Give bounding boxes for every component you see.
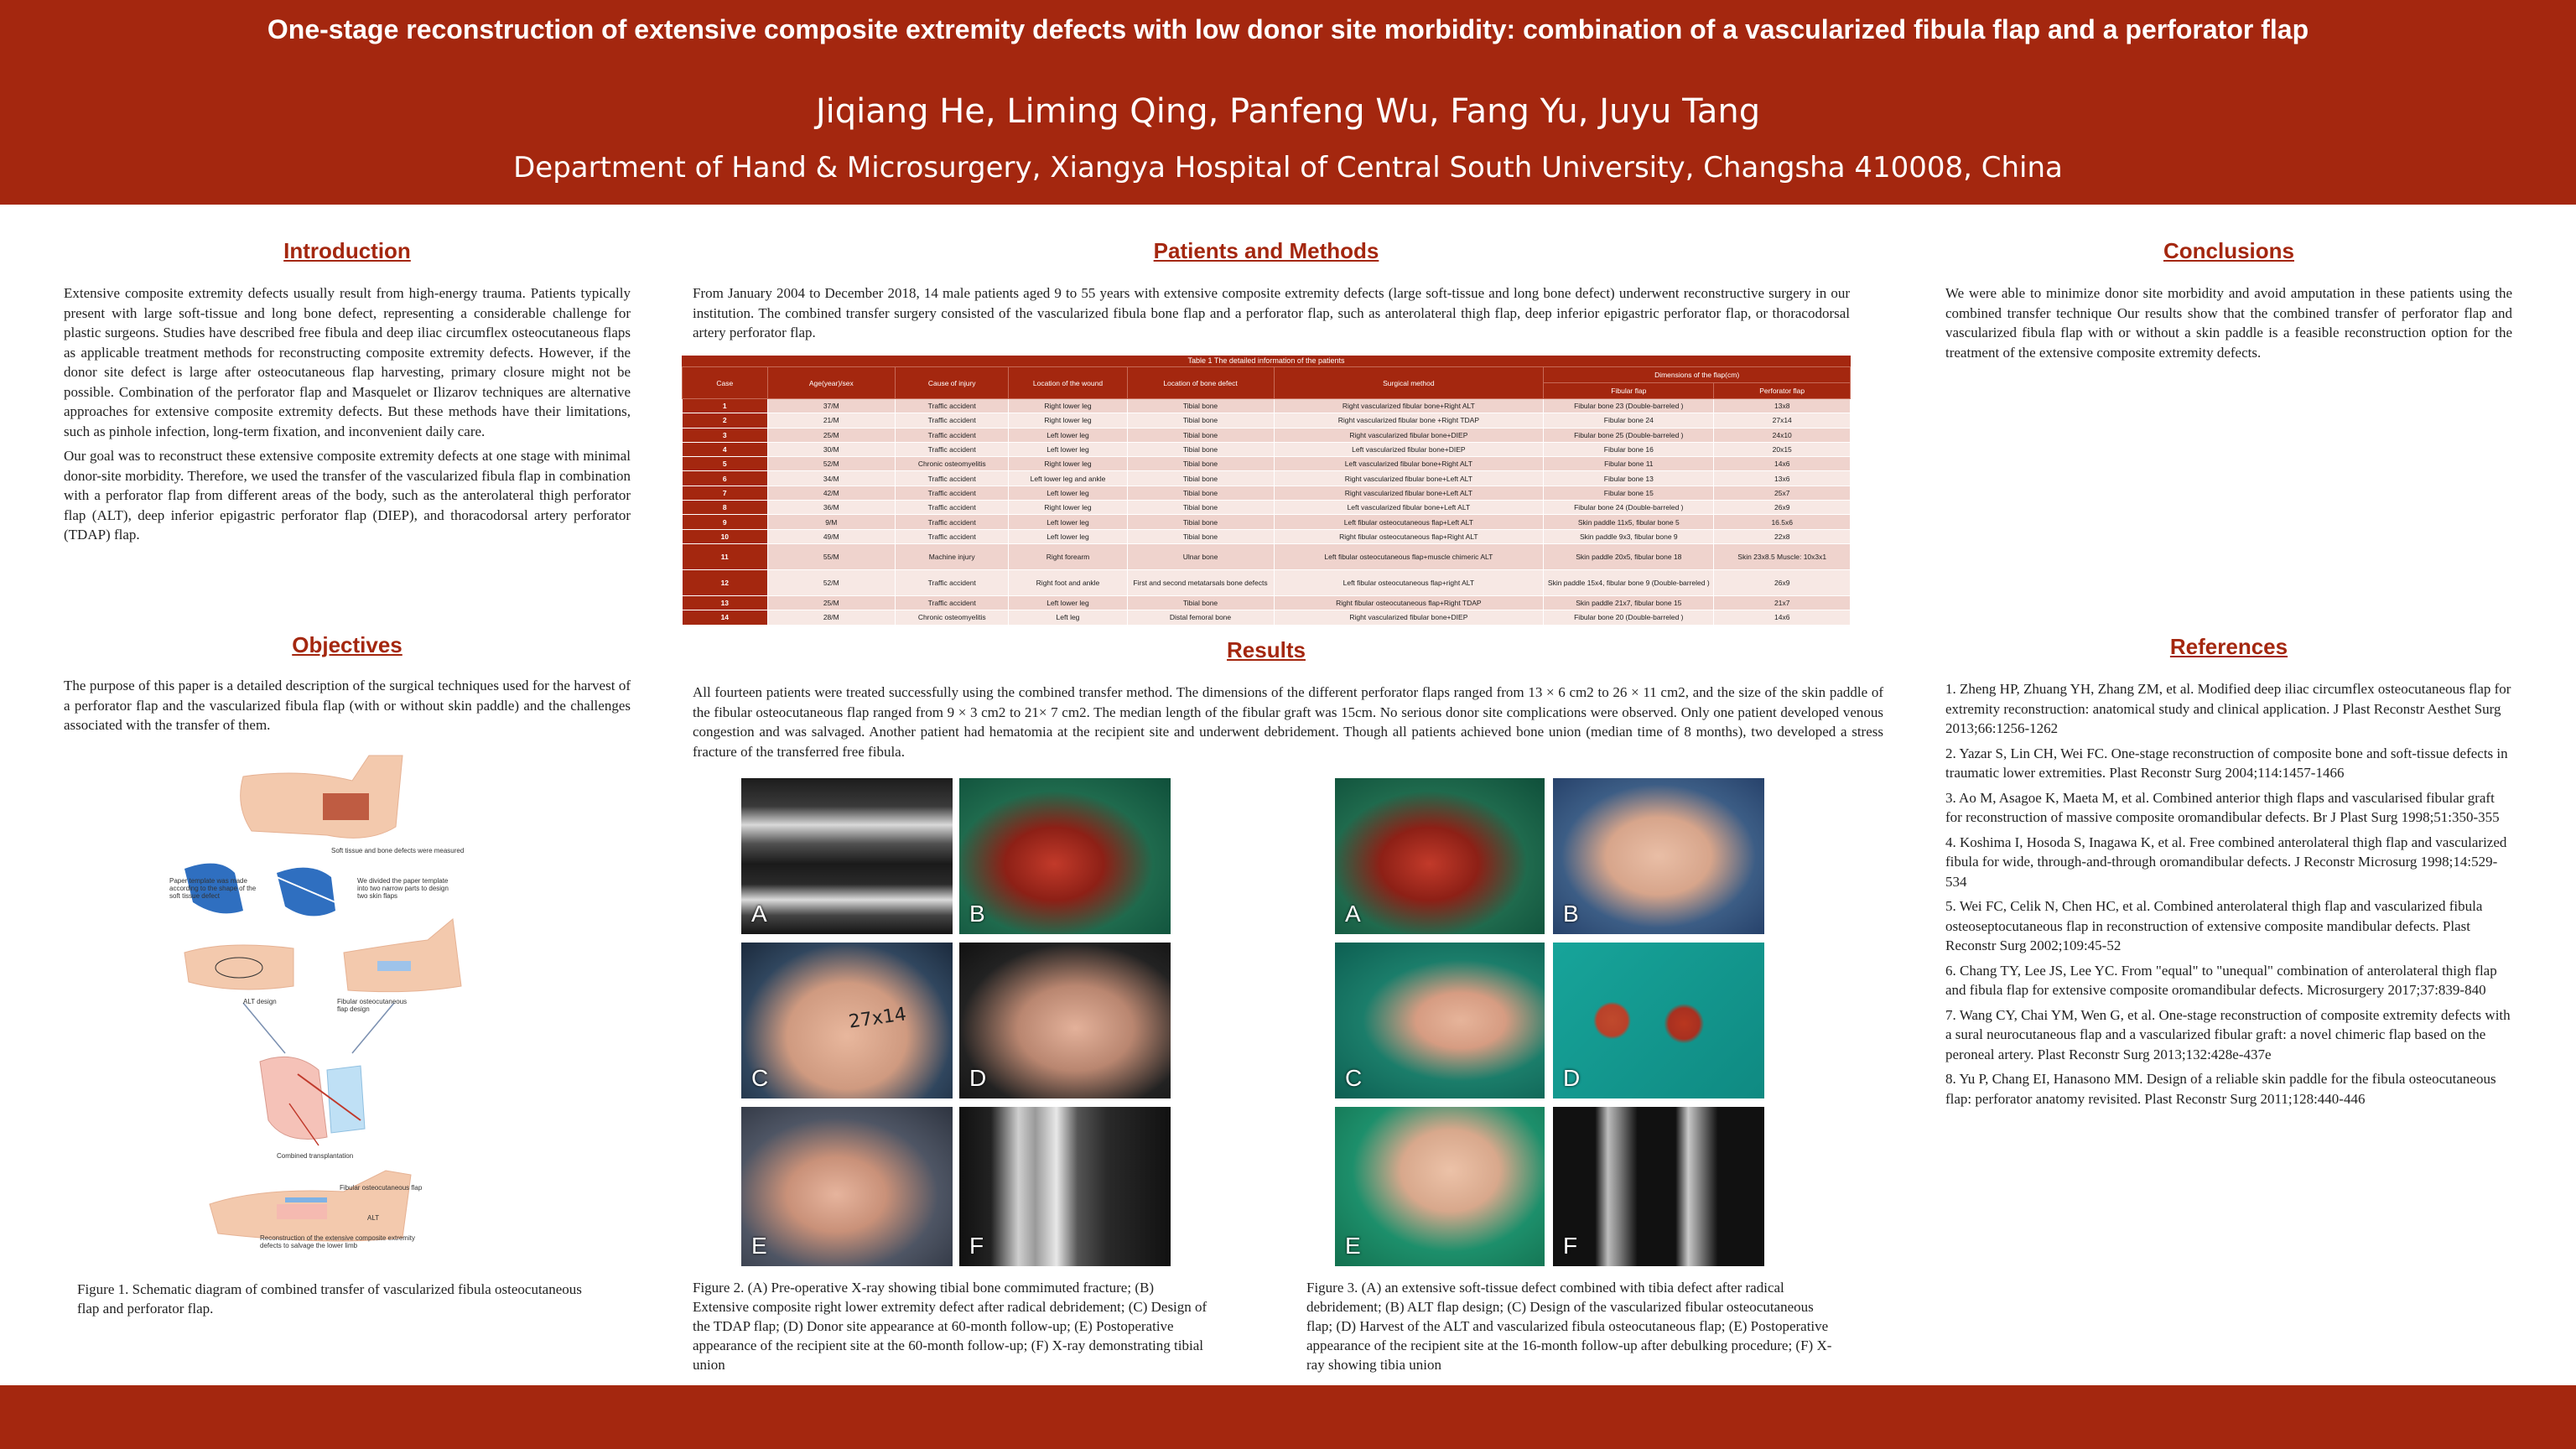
table-cell-case: 3 [683,428,768,442]
table-cell: Tibial bone [1127,399,1274,413]
fig3-photo-a [1335,778,1545,934]
fig3-label-c: C [1345,1065,1363,1091]
table-cell: Fibular bone 20 (Double-barreled ) [1544,610,1714,625]
table-cell: 21/M [767,413,895,428]
table-cell: Left lower leg [1009,595,1127,610]
table-row [683,595,1851,610]
results-text: All fourteen patients were treated successfully using the combined transfer method. The dimensions of the different perforator flaps ranged from 13 × 6 cm2 to 26 × 11 cm2, and the size of the skin paddle of the fibular osteocutaneous flap ranged from 9 × 3 cm2 to 21× 7 cm2. The median length of the fibular graft was 15cm. No serious donor site complications were observed. Only one patient developed venous congestion and was salvaged. Another patient had hematomia at the recipient site and underwent debridement. Though all patients achieved bone union (median time of 8 months), two developed a stress fracture of the transferred free fibula. [693,684,1883,760]
poster-affiliation: Department of Hand & Microsurgery, Xiangya Hospital of Central South University, Changsha 410008, China [513,151,2063,184]
table-header-bone-defect: Location of bone defect [1127,367,1274,399]
table-cell: Right vascularized fibular bone+DIEP [1274,428,1544,442]
table-cell: 28/M [767,610,895,625]
conclusions-text: We were able to minimize donor site morbidity and avoid amputation in these patients using the combined transfer technique Our results show that the combined transfer of perforator flap and vascularized fibula flap with or without a skin paddle is a feasible reconstruction option for the treatment of the extensive composite extremity defects. [1945,285,2512,361]
poster-footer [0,1385,2576,1449]
table-cell: Fibular bone 23 (Double-barreled ) [1544,399,1714,413]
table-header-dimensions: Dimensions of the flap(cm) [1544,367,1851,383]
table-row [683,529,1851,543]
table-cell: 55/M [767,543,895,569]
conclusions-heading: Conclusions [2163,238,2294,263]
table-cell: Fibular bone 15 [1544,486,1714,500]
table-cell-case: 1 [683,399,768,413]
schematic-label-fibular-flap: Fibular osteocutaneous flap [340,1184,423,1192]
table-cell: 25/M [767,428,895,442]
table-cell: Left vascularized fibular bone+DIEP [1274,442,1544,456]
fig2-photo-b [959,778,1171,934]
table-cell: Left lower leg and ankle [1009,471,1127,486]
table-cell: Machine injury [895,543,1008,569]
patient-table [682,356,1851,636]
poster-header [0,0,2576,205]
table-row [683,515,1851,529]
table-cell: 49/M [767,529,895,543]
table-cell: Skin 23x8.5 Muscle: 10x3x1 [1714,543,1851,569]
table-cell-case: 9 [683,515,768,529]
fig2-c-marking: 27x14 [847,1004,908,1033]
table-cell: Traffic accident [895,442,1008,456]
fig2-photo-d [959,943,1171,1098]
table-cell: Traffic accident [895,471,1008,486]
table-cell: 25/M [767,595,895,610]
table-cell: 22x8 [1714,529,1851,543]
table-cell: Tibial bone [1127,529,1274,543]
table-cell: Right lower leg [1009,501,1127,515]
table-cell: First and second metatarsals bone defects [1127,569,1274,595]
table-cell: Traffic accident [895,486,1008,500]
table-row [683,428,1851,442]
objectives-text: The purpose of this paper is a detailed description of the surgical techniques used for the harvest of a perforator flap and the vascularized fibula flap (with or without skin paddle) and the challenges associated with the transfer of them. [64,678,631,733]
figure-2-caption: Figure 2. (A) Pre-operative X-ray showing tibial bone commimuted fracture; (B) Extensive composite right lower extremity defect after radical debridement; (C) Design of the TDAP flap; (D) Donor site appearance at 60-month follow-up; (E) Postoperative appearance of the recipient site at the 60-month follow-up; (F) X-ray demonstrating tibial union [693,1280,1208,1373]
figure-1-caption: Figure 1. Schematic diagram of combined transfer of vascularized fibula osteocutaneous flap and perforator flap. [77,1281,582,1317]
table-cell: Right vascularized fibular bone+DIEP [1274,610,1544,625]
table-cell: Left lower leg [1009,529,1127,543]
table-cell: Tibial bone [1127,428,1274,442]
fig3-photo-b [1553,778,1764,934]
table-cell-case: 5 [683,457,768,471]
table-cell-case: 14 [683,610,768,625]
table-cell-case: 12 [683,569,768,595]
table-cell: Right vascularized fibular bone+Right ALT [1274,399,1544,413]
table-cell: 21x7 [1714,595,1851,610]
table-row [683,399,1851,413]
table-cell: Tibial bone [1127,515,1274,529]
objectives-heading: Objectives [292,632,402,657]
methods-text: From January 2004 to December 2018, 14 male patients aged 9 to 55 years with extensive composite extremity defects (large soft-tissue and long bone defect) underwent reconstructive surgery in our institution. The combined transfer surgery consisted of the vascularized fibula bone flap and a perforator flap, such as anterolateral thigh flap, deep inferior epigastric perforator flap, or thoracodorsal artery perforator flap. [693,285,1850,340]
table-cell: Left fibular osteocutaneous flap+right ALT [1274,569,1544,595]
table-cell: Left vascularized fibular bone+Right ALT [1274,457,1544,471]
table-header-wound: Location of the wound [1009,367,1127,399]
fig3-photo-f [1553,1107,1764,1266]
table-cell-case: 2 [683,413,768,428]
table-cell: Distal femoral bone [1127,610,1274,625]
references-list [1945,679,2512,1114]
reference-item: 5. Wei FC, Celik N, Chen HC, et al. Combined anterolateral thigh flap and vascularized fibula osteoseptocutaneous flap in reconstruction of extensive composite mandibular defects. Plast Reconstr Surg 2002;109:45-52 [1945,898,2483,953]
table-row [683,457,1851,471]
table-cell: 25x7 [1714,486,1851,500]
table-row [683,442,1851,456]
table-cell: Right vascularized fibular bone +Right TDAP [1274,413,1544,428]
table-cell: 16.5x6 [1714,515,1851,529]
fig3-label-a: A [1345,901,1361,927]
table-cell: 52/M [767,457,895,471]
fig3-photo-e [1335,1107,1545,1266]
table-cell: Right vascularized fibular bone+Left ALT [1274,471,1544,486]
table-cell: Traffic accident [895,595,1008,610]
figure-3-caption: Figure 3. (A) an extensive soft-tissue defect combined with tibia defect after radical debridement; (B) ALT flap design; (C) Design of the vascularized fibular osteocutaneous flap; (D) Harvest of the ALT and vascularized fibula osteocutaneous flap; (E) Postoperative appearance of the recipient site at the 16-month follow-up after debulking procedure; (F) X-ray showing tibia union [1306,1280,1832,1373]
table-cell: Chronic osteomyelitis [895,457,1008,471]
table-cell: 37/M [767,399,895,413]
table-cell: 42/M [767,486,895,500]
table-cell: Fibular bone 11 [1544,457,1714,471]
table-cell: 34/M [767,471,895,486]
table-header-age: Age(year)/sex [767,367,895,399]
references-heading: References [2169,634,2288,659]
table-header-method: Surgical method [1274,367,1544,399]
table-cell: Tibial bone [1127,442,1274,456]
fig3-label-d: D [1563,1065,1581,1091]
table-cell: Ulnar bone [1127,543,1274,569]
table-cell: Left vascularized fibular bone+Left ALT [1274,501,1544,515]
table-subheader-perforator: Perforator flap [1714,383,1851,399]
table-cell: 9/M [767,515,895,529]
table-cell: 14x6 [1714,610,1851,625]
table-cell: Traffic accident [895,413,1008,428]
methods-heading: Patients and Methods [1153,238,1379,263]
table-title: Table 1 The detailed information of the patients [1187,356,1345,365]
reference-item: 1. Zheng HP, Zhuang YH, Zhang ZM, et al. Modified deep iliac circumflex osteocutaneous flap for extremity reconstruction: anatomical study and clinical application. J Plast Reconstr Aesthet Surg 2013;66:1256-1262 [1945,681,2511,736]
reference-item: 2. Yazar S, Lin CH, Wei FC. One-stage reconstruction of composite bone and soft-tissue defects in traumatic lower extremities. Plast Reconstr Surg 2004;114:1457-1466 [1945,745,2508,781]
table-cell: Left lower leg [1009,515,1127,529]
table-cell: Left leg [1009,610,1127,625]
table-row [683,501,1851,515]
schematic-label-reconstruction: Reconstruction of the extensive composite extremity defects to salvage the lower limb [260,1234,415,1249]
table-cell-case: 6 [683,471,768,486]
schematic-label-alt: ALT [367,1214,380,1222]
table-cell: Left lower leg [1009,442,1127,456]
table-cell: Right lower leg [1009,457,1127,471]
schematic-svg [159,751,478,1254]
table-cell: Left lower leg [1009,486,1127,500]
fig3-label-f: F [1563,1233,1578,1259]
schematic-label-alt-design: ALT design [243,998,277,1005]
introduction-text [64,283,631,550]
table-cell-case: 11 [683,543,768,569]
fig2-photo-c [741,943,953,1098]
table-cell: Left lower leg [1009,428,1127,442]
fig3-label-b: B [1563,901,1579,927]
fig2-label-c: C [751,1065,769,1091]
table-cell-case: 8 [683,501,768,515]
table-cell: Right foot and ankle [1009,569,1127,595]
table-cell: 13x6 [1714,471,1851,486]
fig2-photo-e [741,1107,953,1266]
schematic-label-combined: Combined transplantation [277,1152,354,1160]
table-cell: 52/M [767,569,895,595]
reference-item: 6. Chang TY, Lee JS, Lee YC. From "equal" to "unequal" combination of anterolateral thigh flap and fibula flap for extensive composite oromandibular defects. Microsurgery 2017;37:839-840 [1945,962,2497,998]
table-row [683,610,1851,625]
table-cell: Right fibular osteocutaneous flap+Right ALT [1274,529,1544,543]
table-row [683,486,1851,500]
table-cell: Chronic osteomyelitis [895,610,1008,625]
table-cell: Skin paddle 11x5, fibular bone 5 [1544,515,1714,529]
reference-item: 8. Yu P, Chang EI, Hanasono MM. Design of a reliable skin paddle for the fibula osteocutaneous flap: perforator anatomy revisited. Plast Reconstr Surg 2011;128:440-446 [1945,1071,2496,1107]
poster-authors: Jiqiang He, Liming Qing, Panfeng Wu, Fang Yu, Juyu Tang [815,92,1761,131]
table-cell-case: 7 [683,486,768,500]
table-row [683,471,1851,486]
table-cell: Fibular bone 13 [1544,471,1714,486]
table-cell: Tibial bone [1127,595,1274,610]
table-cell: Skin paddle 15x4, fibular bone 9 (Double-barreled ) [1544,569,1714,595]
patient-data-table [682,366,1851,626]
table-cell-case: 4 [683,442,768,456]
table-cell: Skin paddle 20x5, fibular bone 18 [1544,543,1714,569]
table-cell: Right forearm [1009,543,1127,569]
table-header-cause: Cause of injury [895,367,1008,399]
table-cell: 36/M [767,501,895,515]
table-cell: Fibular bone 24 [1544,413,1714,428]
table-cell-case: 10 [683,529,768,543]
table-header-case: Case [683,367,768,399]
table-cell: Right vascularized fibular bone+Left ALT [1274,486,1544,500]
fig2-label-a: A [751,901,767,927]
table-cell: Skin paddle 9x3, fibular bone 9 [1544,529,1714,543]
table-cell: Tibial bone [1127,471,1274,486]
table-cell: 26x9 [1714,501,1851,515]
fig2-label-d: D [969,1065,987,1091]
reference-item: 4. Koshima I, Hosoda S, Inagawa K, et al. Free combined anterolateral thigh flap and vascularized fibula for wide, through-and-through oromandibular defects. J Reconstr Microsurg 1998;14:529-534 [1945,834,2507,890]
fig2-photo-a [741,778,953,934]
poster-title: One-stage reconstruction of extensive composite extremity defects with low donor site morbidity: combination of a vascularized fibula flap and a perforator flap [267,14,2309,44]
table-cell: 24x10 [1714,428,1851,442]
table-cell: Traffic accident [895,529,1008,543]
table-cell: Tibial bone [1127,413,1274,428]
introduction-paragraph-1: Extensive composite extremity defects usually result from high-energy trauma. Patients typically present with large soft-tissue and long bone defect, representing a considerable challenge for plastic surgeons. Studies have described free fibula and deep iliac circumflex osteocutaneous flaps as applicable treatment methods for reconstructing composite extremity defects. However, if the donor site defect is large after osteocutaneous flap harvesting, primary closure might not be possible. Combination of the perforator flap and Masquelet or Ilizarov techniques are alternative approaches for extensive composite extremity defects. But these methods have their limitations, such as pinhole infection, long-term fixation, and inconvenient daily care. [64,285,631,439]
fig2-photo-f [959,1107,1171,1266]
table-row [683,543,1851,569]
table-cell: Traffic accident [895,399,1008,413]
results-heading: Results [1227,637,1306,662]
table-cell: Right fibular osteocutaneous flap+Right TDAP [1274,595,1544,610]
table-cell: 14x6 [1714,457,1851,471]
table-cell: Fibular bone 25 (Double-barreled ) [1544,428,1714,442]
fig3-photo-d [1553,943,1764,1098]
introduction-heading: Introduction [283,238,411,263]
table-cell: Left fibular osteocutaneous flap+muscle chimeric ALT [1274,543,1544,569]
table-cell: Fibular bone 16 [1544,442,1714,456]
introduction-paragraph-2: Our goal was to reconstruct these extensive composite extremity defects at one stage with minimal donor-site morbidity. Therefore, we used the transfer of the vascularized fibula flap in combination with a perforator flap from different areas of the body, such as the anterolateral thigh perforator flap (ALT), deep inferior epigastric perforator flap (DIEP), and thoracodorsal artery perforator (TDAP) flap. [64,448,631,543]
table-cell: Right lower leg [1009,413,1127,428]
fig2-label-e: E [751,1233,767,1259]
table-subheader-fibular: Fibular flap [1544,383,1714,399]
table-footnote: ALT, anterolateral thigh perforator flap ; TDAP, thoracodorsal artery perforator flap; DIEP, deep inferior epigastric artery perforator flap; [687,627,1109,636]
table-cell: 26x9 [1714,569,1851,595]
reference-item: 3. Ao M, Asagoe K, Maeta M, et al. Combined anterior thigh flaps and vascularised fibular graft for reconstruction of massive composite oromandibular defects. Br J Plast Surg 1998;51:350-355 [1945,789,2500,825]
table-cell: 20x15 [1714,442,1851,456]
schematic-label-divided: We divided the paper template into two narrow parts to design two skin flaps [357,877,449,900]
table-cell: Tibial bone [1127,501,1274,515]
table-cell: 13x8 [1714,399,1851,413]
schematic-label-template: Paper template was made according to the shape of the soft tissue defect [169,877,257,900]
table-cell-case: 13 [683,595,768,610]
table-row [683,413,1851,428]
table-cell: 27x14 [1714,413,1851,428]
table-body [683,399,1851,626]
table-cell: Traffic accident [895,515,1008,529]
table-cell: Right lower leg [1009,399,1127,413]
table-cell: 30/M [767,442,895,456]
fig2-label-f: F [969,1233,984,1259]
table-cell: Traffic accident [895,569,1008,595]
fig3-photo-c [1335,943,1545,1098]
table-cell: Skin paddle 21x7, fibular bone 15 [1544,595,1714,610]
schematic-diagram [159,751,478,1254]
fig3-label-e: E [1345,1233,1361,1259]
table-row [683,569,1851,595]
table-cell: Tibial bone [1127,486,1274,500]
schematic-label-fibular-design: Fibular osteocutaneous flap design [337,998,408,1013]
table-cell: Left fibular osteocutaneous flap+Left ALT [1274,515,1544,529]
fig2-label-b: B [969,901,985,927]
table-cell: Tibial bone [1127,457,1274,471]
schematic-label-measured: Soft tissue and bone defects were measured [331,847,465,854]
table-cell: Traffic accident [895,501,1008,515]
reference-item: 7. Wang CY, Chai YM, Wen G, et al. One-stage reconstruction of composite extremity defects with a sural neurocutaneous flap and a vascularized fibular graft: a novel chimeric flap based on the peroneal artery. Plast Reconstr Surg 2013;132:428e-437e [1945,1006,2511,1062]
table-cell: Traffic accident [895,428,1008,442]
table-cell: Fibular bone 24 (Double-barreled ) [1544,501,1714,515]
